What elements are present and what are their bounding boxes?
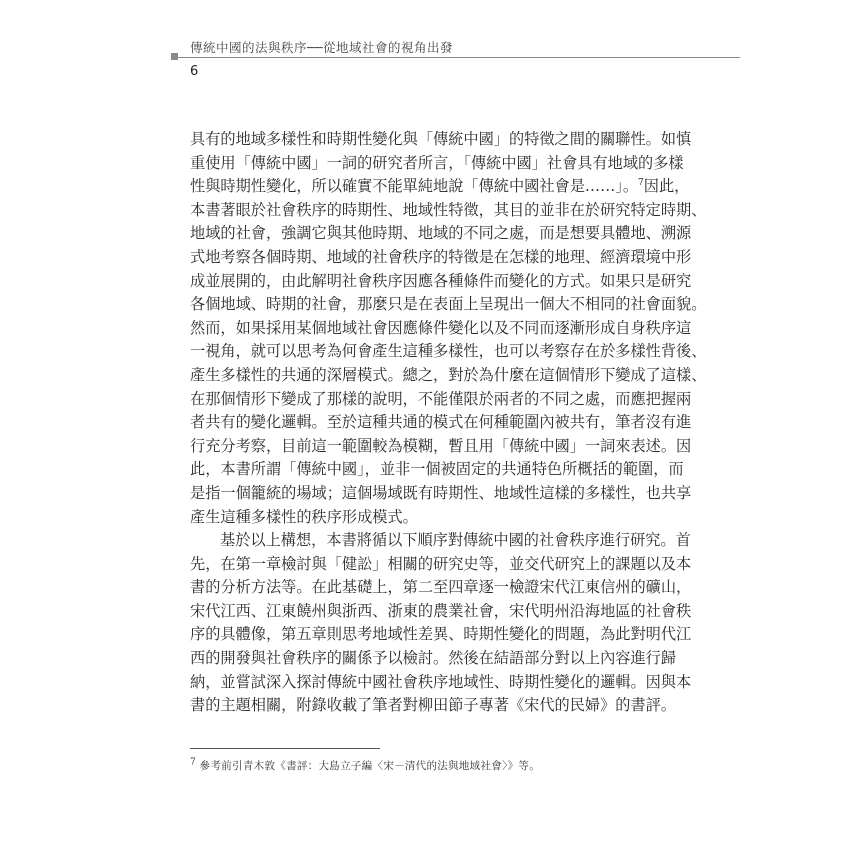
header-marker [171,53,178,60]
body-line: 式地考察各個時期、地域的社會秩序的特徵是在怎樣的地理、經濟環境中形 [190,247,692,266]
page-number: 6 [190,64,199,79]
body-text [190,128,707,718]
footnote [190,758,540,773]
header-rule [178,57,740,58]
body-line: 本書著眼於社會秩序的時期性、地域性特徵，其目的並非在於研究特定時期、 [190,200,707,219]
body-line: 書的主題相關，附錄收載了筆者對柳田節子專著《宋代的民婦》的書評。 [190,696,676,715]
body-line: 然而，如果採用某個地域社會因應條件變化以及不同而逐漸形成自身秩序這 [190,318,692,337]
body-line: 在那個情形下變成了那樣的說明，不能僅限於兩者的不同之處，而應把握兩 [190,389,692,408]
footnote-rule [190,748,380,749]
body-line: 基於以上構想，本書將循以下順序對傳統中國的社會秩序進行研究。首 [220,531,691,550]
body-line: 具有的地域多樣性和時期性變化與「傳統中國」的特徵之間的關聯性。如慎 [190,130,692,148]
body-line: 行充分考察，目前這一範圍較為模糊，暫且用「傳統中國」一詞來表述。因 [190,436,692,455]
body-line: 宋代江西、江東饒州與浙西、浙東的農業社會，宋代明州沿海地區的社會秩 [190,601,692,620]
body-line: 者共有的變化邏輯。至於這種共通的模式在何種範圍內被共有，筆者沒有進 [190,413,692,432]
body-line: 一視角，就可以思考為何會產生這種多樣性，也可以考察存在於多樣性背後、 [190,342,707,361]
body-line: 西的開發與社會秩序的關係予以檢討。然後在結語部分對以上內容進行歸 [190,649,676,668]
footnote-reference[interactable]: 7 [638,178,644,189]
body-line: 地域的社會，強調它與其他時期、地域的不同之處，而是想要具體地、溯源 [190,224,692,243]
body-line: 是指一個籠統的場域；這個場域既有時期性、地域性這樣的多樣性，也共享 [190,483,692,502]
footnote-text: 參考前引青木敦《書評：大島立子編〈宋－清代的法與地域社會〉》等。 [199,760,541,772]
body-line-text: 性與時期性變化，所以確實不能單純地說「傳統中國社會是……」。 [190,177,639,196]
body-line: 序的具體像，第五章則思考地域性差異、時期性變化的問題，為此對明代江 [190,625,692,644]
body-line: 重使用「傳統中國」一詞的研究者所言，「傳統中國」社會具有地域的多樣 [190,153,684,172]
footnote-number: 7 [190,757,197,768]
body-line: 書的分析方法等。在此基礎上，第二至四章逐一檢證宋代江東信州的礦山， [190,578,692,597]
running-head-title: 傳統中國的法與秩序──從地域社會的視角出發 [190,40,454,55]
body-line-text: 因此， [643,177,690,196]
body-line: 此，本書所謂「傳統中國」，並非一個被固定的共通特色所概括的範圍，而 [190,460,684,479]
body-line: 產生這種多樣性的秩序形成模式。 [190,507,418,526]
body-line [190,175,690,199]
body-line: 納，並嘗試深入探討傳統中國社會秩序地域性、時期性變化的邏輯。因與本 [190,672,692,691]
body-line: 先，在第一章檢討與「健訟」相關的研究史等，並交代研究上的課題以及本 [190,554,692,573]
body-line: 產生多樣性的共通的深層模式。總之，對於為什麼在這個情形下變成了這樣、 [190,365,707,384]
body-line: 成並展開的，由此解明社會秩序因應各種條件而變化的方式。如果只是研究 [190,271,692,290]
body-line: 各個地域、時期的社會，那麼只是在表面上呈現出一個大不相同的社會面貌。 [190,295,707,314]
